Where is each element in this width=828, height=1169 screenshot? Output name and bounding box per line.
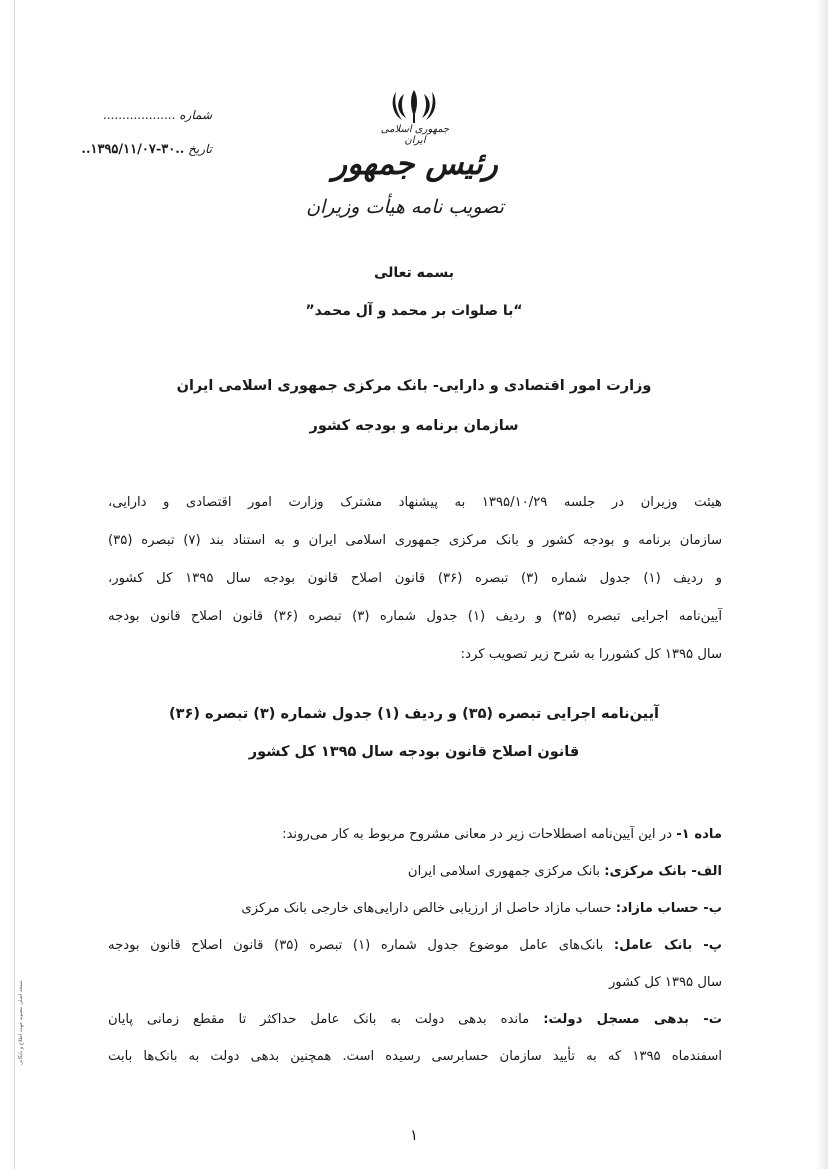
article-1-line: [108, 816, 722, 853]
salawat-line: “با صلوات بر محمد و آل محمد”: [305, 303, 523, 319]
definition-alef: [108, 853, 722, 890]
office-subtitle: تصویب نامه هیأت وزیران: [306, 196, 504, 218]
definition-te: [108, 1001, 722, 1038]
iran-emblem-icon: [388, 88, 440, 124]
definition-te-text: مانده بدهی دولت به بانک عامل حداکثر تا مقطع زمانی پایان: [108, 1012, 544, 1027]
intro-line: هیئت وزیران در جلسه ۱۳۹۵/۱۰/۲۹ به پیشنهاد مشترک وزارت امور اقتصادی و دارایی،: [108, 495, 722, 510]
crest-caption: جمهوری اسلامی ایران: [380, 124, 450, 146]
article-1-label: ماده ۱-: [676, 827, 722, 842]
definition-be-label: ب- حساب مازاد:: [615, 901, 722, 916]
intro-line: سال ۱۳۹۵ کل کشوررا به شرح زیر تصویب کرد:: [460, 647, 722, 662]
letter-meta: [62, 108, 212, 176]
definition-te-label: ت- بدهی مسجل دولت:: [543, 1012, 722, 1027]
article-1: [108, 816, 722, 1075]
number-label: شماره: [179, 108, 212, 122]
date-label: تاریخ: [188, 142, 212, 156]
intro-line: سازمان برنامه و بودجه کشور و بانک مرکزی جمهوری اسلامی ایران و به استناد بند (۷) تبصره (۳۵): [108, 533, 722, 548]
regulation-title-line-2: قانون اصلاح قانون بودجه سال ۱۳۹۵ کل کشور: [248, 744, 580, 760]
definition-be: [108, 890, 722, 927]
definition-alef-label: الف- بانک مرکزی:: [604, 864, 722, 879]
margin-note: نسخه اصلی مصوبه جهت اطلاع و بایگانی: [18, 980, 24, 1065]
article-1-text: در این آیین‌نامه اصطلاحات زیر در معانی مشروح مربوط به کار می‌روند:: [282, 827, 677, 842]
definition-pe-text: بانک‌های عامل موضوع جدول شماره (۱) تبصره (۳۵) قانون اصلاح قانون بودجه: [108, 938, 614, 953]
definition-pe: [108, 927, 722, 964]
scan-edge-left: [14, 0, 15, 1169]
office-title: رئیس جمهور: [332, 146, 498, 182]
number-value: ...................: [102, 108, 176, 122]
intro-paragraph: [108, 484, 722, 674]
scan-edge-right: [816, 0, 828, 1169]
bismillah-line: بسمه تعالی: [373, 265, 455, 281]
regulation-title-line-1: آیین‌نامه اجرایی تبصره (۳۵) و ردیف (۱) جدول شماره (۳) تبصره (۳۶): [168, 706, 659, 722]
definition-te-continued: اسفندماه ۱۳۹۵ که به تأیید سازمان حسابرسی رسیده است. همچنین بدهی دولت به بانک‌ها بابت: [108, 1049, 722, 1064]
date-value: ..۳۰-۱۳۹۵/۱۱/۰۷..: [81, 142, 185, 157]
definition-pe-continued: سال ۱۳۹۵ کل کشور: [608, 975, 722, 990]
page-number: ۱: [409, 1126, 419, 1144]
addressee-line-1: وزارت امور اقتصادی و دارایی- بانک مرکزی جمهوری اسلامی ایران: [176, 378, 652, 394]
intro-line: و ردیف (۱) جدول شماره (۳) تبصره (۳۶) قانون اصلاح قانون بودجه سال ۱۳۹۵ کل کشور،: [108, 571, 723, 586]
number-row: [62, 108, 212, 142]
addressee-line-2: سازمان برنامه و بودجه کشور: [309, 418, 519, 434]
definition-pe-label: پ- بانک عامل:: [613, 938, 723, 953]
definition-be-text: حساب مازاد حاصل از ارزیابی خالص دارایی‌های خارجی بانک مرکزی: [241, 901, 616, 916]
date-row: [62, 142, 212, 176]
intro-line: آیین‌نامه اجرایی تبصره (۳۵) و ردیف (۱) جدول شماره (۳) تبصره (۳۶) قانون اصلاح قانون بودجه: [108, 609, 723, 624]
definition-alef-text: بانک مرکزی جمهوری اسلامی ایران: [407, 864, 605, 879]
